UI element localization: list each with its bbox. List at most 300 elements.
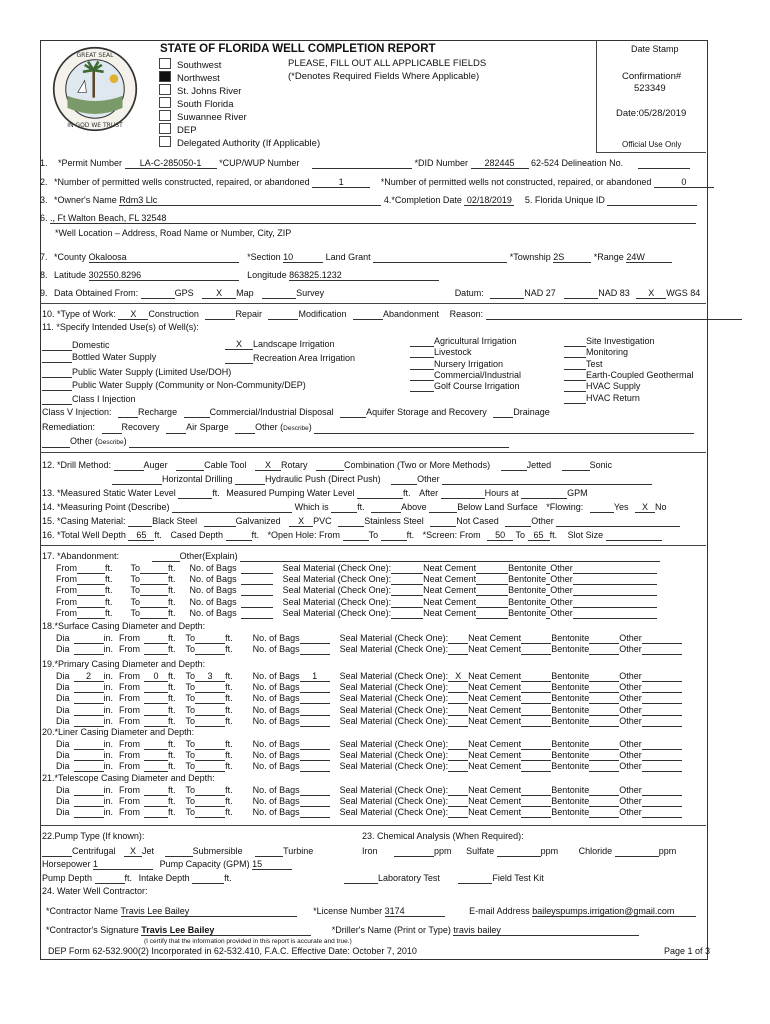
- use-check[interactable]: [42, 350, 72, 351]
- recovery-check[interactable]: [102, 433, 122, 434]
- abandonment-line: [56, 563, 657, 574]
- item-num: 3.: [40, 195, 48, 205]
- neat-label: Neat Cement: [468, 693, 522, 704]
- horizontal-drilling-check[interactable]: [112, 484, 162, 485]
- longitude-field[interactable]: 863825.1232: [289, 270, 439, 281]
- bags-field[interactable]: [300, 817, 330, 818]
- driller-name-field[interactable]: travis bailey: [453, 925, 639, 936]
- remediation-label: Remediation:: [42, 422, 96, 432]
- use-label: Class I Injection: [72, 394, 136, 404]
- district-checkbox[interactable]: [159, 97, 171, 108]
- gps-label: GPS: [174, 288, 194, 298]
- neat-label: Neat Cement: [423, 585, 477, 596]
- intake-depth-label: Intake Depth: [138, 873, 190, 883]
- bentonite-label: Bentonite: [551, 633, 590, 643]
- use-option: [225, 353, 355, 364]
- bags-field[interactable]: 1: [300, 671, 330, 682]
- describe-note: Describe: [98, 439, 124, 446]
- in-unit: in.: [103, 682, 114, 693]
- lab-test-check[interactable]: [344, 883, 378, 884]
- slot-size-field[interactable]: [606, 540, 662, 541]
- district-label: DEP: [177, 125, 197, 136]
- remediation-row: Remediation: Recovery Air Sparge Other (Describe): [42, 422, 694, 434]
- from-label: From: [119, 750, 141, 761]
- black-steel-check[interactable]: [128, 526, 152, 527]
- ft-unit: ft.: [357, 502, 365, 512]
- other-check[interactable]: [589, 771, 619, 772]
- other-label: Other: [619, 671, 642, 681]
- bentonite-label: Bentonite: [508, 574, 547, 585]
- casing-section-label: 19.*Primary Casing Diameter and Depth:: [42, 659, 206, 669]
- recharge-check[interactable]: [118, 417, 138, 418]
- water-level-row: [42, 488, 588, 499]
- bentonite-label: Bentonite: [551, 785, 590, 795]
- district-checkbox[interactable]: [159, 71, 171, 82]
- district-checkbox[interactable]: [159, 58, 171, 69]
- in-unit: in.: [103, 715, 114, 726]
- measuring-point-label: 14. *Measuring Point (Describe): [42, 502, 170, 512]
- bentonite-label: Bentonite: [551, 739, 590, 749]
- class-v-label: Class V Injection:: [42, 407, 112, 417]
- rotary-label: Rotary: [280, 460, 308, 470]
- sulfate-label: Sulfate: [466, 846, 495, 856]
- in-unit: in.: [103, 796, 114, 807]
- did-label: *DID Number: [414, 158, 468, 168]
- district-option: [159, 71, 220, 84]
- above-check[interactable]: [371, 512, 401, 513]
- turbine-check[interactable]: [255, 856, 283, 857]
- use-check[interactable]: [410, 391, 434, 392]
- seal-label: Seal Material (Check One):: [339, 644, 449, 655]
- centrifugal-check[interactable]: [42, 856, 72, 857]
- from-field[interactable]: [144, 817, 168, 818]
- latitude-label: Latitude: [54, 270, 87, 280]
- neat-label: Neat Cement: [468, 750, 522, 761]
- bags-field[interactable]: [300, 771, 330, 772]
- bags-field[interactable]: [300, 726, 330, 727]
- static-water-field[interactable]: [178, 498, 212, 499]
- static-water-label: 13. *Measured Static Water Level: [42, 488, 176, 498]
- other-field[interactable]: [642, 654, 682, 655]
- other-field[interactable]: [642, 817, 682, 818]
- completion-date-field[interactable]: 02/18/2019: [464, 195, 514, 206]
- chloride-field[interactable]: [615, 856, 659, 857]
- horsepower-field[interactable]: 1: [93, 859, 153, 870]
- neat-check[interactable]: [448, 817, 468, 818]
- from-field[interactable]: 0: [144, 671, 168, 682]
- other-use-field[interactable]: [129, 447, 509, 448]
- to-field[interactable]: 3: [195, 671, 225, 682]
- lab-test-label: Laboratory Test: [378, 873, 440, 883]
- repair-label: Repair: [235, 309, 262, 319]
- signature-label: *Contractor's Signature: [46, 925, 139, 935]
- ft-unit: ft.: [225, 693, 233, 704]
- township-field[interactable]: 2S: [553, 252, 591, 263]
- use-check[interactable]: [225, 363, 253, 364]
- neat-label: Neat Cement: [468, 671, 522, 681]
- use-label: Test: [586, 358, 603, 369]
- other-label: Other: [619, 644, 642, 655]
- air-sparge-check[interactable]: [166, 433, 186, 434]
- delineation-field[interactable]: [638, 168, 690, 169]
- casing-material-row: [42, 516, 680, 527]
- neat-label: Neat Cement: [423, 574, 477, 585]
- which-is-field[interactable]: [331, 512, 357, 513]
- casing-material-label: 15. *Casing Material:: [42, 516, 126, 526]
- use-check[interactable]: X: [225, 339, 253, 350]
- combination-check[interactable]: [316, 470, 344, 471]
- iron-field[interactable]: [394, 856, 434, 857]
- no-check[interactable]: X: [635, 502, 655, 513]
- bentonite-label: Bentonite: [551, 644, 590, 655]
- hydraulic-push-check[interactable]: [235, 484, 265, 485]
- abandonment-check[interactable]: [353, 319, 383, 320]
- neat-label: Neat Cement: [468, 739, 522, 749]
- bentonite-label: Bentonite: [508, 596, 547, 607]
- section-divider: [40, 452, 706, 453]
- neat-check[interactable]: [391, 618, 423, 619]
- modification-check[interactable]: [268, 319, 298, 320]
- other-field[interactable]: [573, 618, 657, 619]
- open-to-field[interactable]: [381, 540, 407, 541]
- from-field[interactable]: [144, 654, 168, 655]
- use-check[interactable]: [42, 390, 72, 391]
- use-option: [564, 381, 640, 392]
- remed-other-check[interactable]: [235, 433, 255, 434]
- other-label: Other: [619, 750, 642, 761]
- dia-label: Dia: [56, 671, 70, 681]
- bentonite-label: Bentonite: [551, 693, 590, 704]
- to-label: To: [185, 785, 196, 795]
- bags-label: No. of Bags: [252, 761, 300, 772]
- casing-section-label: 20.*Liner Casing Diameter and Depth:: [42, 727, 195, 737]
- permit-number-field[interactable]: LA-C-285050-1: [125, 158, 217, 169]
- contractor-name-label: *Contractor Name: [46, 906, 119, 916]
- neat-check[interactable]: [448, 726, 468, 727]
- hours-field[interactable]: [441, 498, 485, 499]
- longitude-label: Longitude: [247, 270, 287, 280]
- use-option: [564, 347, 628, 358]
- to-field[interactable]: [195, 817, 225, 818]
- casing-section-label: 18.*Surface Casing Diameter and Depth:: [42, 621, 206, 631]
- ft-unit: ft.: [168, 796, 176, 807]
- other-check[interactable]: [589, 817, 619, 818]
- to-label: To: [130, 585, 141, 596]
- ft-unit: ft.: [105, 563, 113, 573]
- survey-check[interactable]: [262, 298, 296, 299]
- gps-check[interactable]: [141, 298, 175, 299]
- instructions-line-2: (*Denotes Required Fields Where Applicable): [288, 71, 480, 82]
- from-field[interactable]: [77, 618, 105, 619]
- to-label: To: [185, 704, 196, 715]
- neat-label: Neat Cement: [423, 596, 477, 607]
- bentonite-check[interactable]: [521, 771, 551, 772]
- other-check[interactable]: [589, 654, 619, 655]
- use-label: Monitoring: [586, 347, 629, 358]
- abandonment-row: [42, 551, 660, 562]
- bentonite-check[interactable]: [521, 817, 551, 818]
- rotary-check[interactable]: X: [255, 460, 281, 471]
- county-field[interactable]: Okaloosa: [89, 252, 239, 263]
- to-field[interactable]: [195, 654, 225, 655]
- seal-label: Seal Material (Check One):: [282, 585, 392, 596]
- yes-check[interactable]: [590, 512, 614, 513]
- auger-label: Auger: [143, 460, 168, 470]
- jetted-label: Jetted: [526, 460, 552, 470]
- abandon-other-check[interactable]: [152, 561, 180, 562]
- bags-label: No. of Bags: [252, 785, 300, 795]
- casing-other-label: Other: [531, 516, 554, 526]
- construction-check[interactable]: X: [118, 309, 148, 320]
- from-label: From: [56, 596, 77, 607]
- bentonite-check[interactable]: [521, 726, 551, 727]
- nad27-check[interactable]: [490, 298, 524, 299]
- other-field[interactable]: [642, 726, 682, 727]
- ft-unit: ft.: [225, 704, 233, 715]
- open-from-field[interactable]: [343, 540, 369, 541]
- measuring-point-row: [42, 502, 667, 513]
- district-checkbox[interactable]: [159, 84, 171, 95]
- dia-field[interactable]: [74, 654, 104, 655]
- neat-check[interactable]: X: [448, 671, 468, 682]
- use-label: Bottled Water Supply: [72, 352, 157, 362]
- ft-unit: ft.: [225, 739, 233, 749]
- intake-depth-field[interactable]: [192, 883, 224, 884]
- sulfate-field[interactable]: [497, 856, 541, 857]
- pump-depth-field[interactable]: [95, 883, 125, 884]
- range-field[interactable]: 24W: [626, 252, 672, 263]
- email-field[interactable]: baileyspumps.irrigation@gmail.com: [532, 906, 696, 917]
- latitude-field[interactable]: 302550.8296: [89, 270, 239, 281]
- bentonite-check[interactable]: [521, 654, 551, 655]
- use-label: Domestic: [72, 340, 110, 350]
- to-field[interactable]: [195, 726, 225, 727]
- drill-other-field[interactable]: [442, 484, 652, 485]
- other-label: Other: [619, 785, 642, 795]
- ft-unit: ft.: [168, 644, 176, 655]
- certify-note: (I certify that the information provided in this report is accurate and true.): [144, 938, 352, 945]
- pump-capacity-field[interactable]: 15: [252, 859, 292, 870]
- section-field[interactable]: 10: [283, 252, 323, 263]
- district-checkbox[interactable]: [159, 136, 171, 147]
- casing-line: [56, 693, 682, 704]
- abandonment-line: [56, 608, 657, 619]
- cable-tool-check[interactable]: [176, 470, 204, 471]
- ft-unit: ft.: [168, 715, 176, 726]
- bentonite-label: Bentonite: [508, 607, 547, 618]
- official-use-line: [596, 152, 706, 153]
- bags-label: No. of Bags: [252, 704, 300, 715]
- ft-unit: ft.: [251, 530, 260, 540]
- drill-other-check[interactable]: [391, 484, 417, 485]
- other-label: Other: [550, 607, 573, 618]
- ft-unit: ft.: [225, 750, 233, 761]
- casing-other-field[interactable]: [556, 526, 680, 527]
- row-2: [40, 177, 714, 188]
- section-divider: [40, 303, 706, 304]
- use-check[interactable]: [42, 377, 72, 378]
- pvc-check[interactable]: X: [289, 516, 313, 527]
- gpm-label: GPM: [567, 488, 588, 498]
- to-label: To: [185, 693, 196, 704]
- bentonite-label: Bentonite: [508, 563, 547, 573]
- use-option: [42, 340, 110, 351]
- galvanized-check[interactable]: [204, 526, 236, 527]
- field-test-label: Field Test Kit: [492, 873, 544, 883]
- seal-label: Seal Material (Check One):: [339, 682, 449, 693]
- ft-unit: ft.: [224, 873, 232, 883]
- land-grant-field[interactable]: [373, 262, 507, 263]
- neat-check[interactable]: [448, 654, 468, 655]
- in-unit: in.: [103, 693, 114, 704]
- ft-unit: ft.: [168, 807, 176, 818]
- remed-other-field[interactable]: [314, 433, 694, 434]
- abandon-other-field[interactable]: [240, 561, 660, 562]
- sonic-label: Sonic: [589, 460, 613, 470]
- casing-section-label: 21.*Telescope Casing Diameter and Depth:: [42, 773, 215, 783]
- dia-label: Dia: [56, 633, 70, 643]
- bags-field[interactable]: [300, 654, 330, 655]
- bentonite-check[interactable]: [476, 618, 508, 619]
- not-cased-check[interactable]: [430, 526, 456, 527]
- other-label: Other: [619, 761, 642, 772]
- drainage-check[interactable]: [493, 417, 513, 418]
- neat-check[interactable]: [448, 771, 468, 772]
- to-label: To: [130, 574, 141, 585]
- contractor-row: [46, 906, 696, 917]
- did-number-field[interactable]: 282445: [471, 158, 529, 169]
- other-check[interactable]: [589, 726, 619, 727]
- other-use-check[interactable]: [42, 447, 70, 448]
- type-of-work-label: 10. *Type of Work:: [42, 309, 116, 319]
- field-test-check[interactable]: [458, 883, 492, 884]
- auger-check[interactable]: [114, 470, 144, 471]
- form-footer: DEP Form 62-532.900(2) Incorporated in 62-532.410, F.A.C. Effective Date: October 7, 2010: [48, 946, 417, 956]
- dia-field[interactable]: [74, 817, 104, 818]
- pumping-water-field[interactable]: [357, 498, 403, 499]
- wells-constructed-field[interactable]: 1: [312, 177, 370, 188]
- abandonment-line: [56, 585, 657, 596]
- other-label: Other: [619, 807, 642, 818]
- neat-label: Neat Cement: [468, 682, 522, 693]
- cable-tool-label: Cable Tool: [204, 460, 247, 470]
- jetted-check[interactable]: [501, 470, 527, 471]
- bags-label: No. of Bags: [252, 633, 300, 643]
- bags-label: No. of Bags: [252, 750, 300, 761]
- to-label: To: [185, 715, 196, 726]
- use-option: [410, 347, 472, 358]
- completion-date-label: 4.*Completion Date: [383, 195, 462, 205]
- use-option: [564, 393, 640, 404]
- seal-label: Seal Material (Check One):: [339, 633, 449, 643]
- contractor-section-label: 24. Water Well Contractor:: [42, 886, 148, 896]
- wells-not-constructed-field[interactable]: 0: [654, 177, 714, 188]
- drill-method-row: [42, 460, 612, 471]
- chloride-label: Chloride: [578, 846, 613, 856]
- repair-check[interactable]: [205, 319, 235, 320]
- below-check[interactable]: [429, 512, 457, 513]
- from-label: From: [119, 761, 141, 772]
- district-checkbox[interactable]: [159, 110, 171, 121]
- cased-depth-field[interactable]: [226, 540, 252, 541]
- use-option: [564, 370, 694, 381]
- bags-label: No. of Bags: [252, 796, 300, 807]
- screen-to-field[interactable]: 65: [528, 530, 550, 541]
- bags-label: No. of Bags: [252, 682, 300, 693]
- cup-number-field[interactable]: [312, 168, 412, 169]
- nad83-check[interactable]: [564, 298, 598, 299]
- hours-label: Hours at: [484, 488, 519, 498]
- signature-row: [46, 925, 639, 936]
- screen-from-field[interactable]: 50: [487, 530, 513, 541]
- construction-label: Construction: [148, 309, 199, 319]
- other-label: Other: [550, 585, 573, 596]
- florida-seal-icon: [52, 46, 138, 132]
- bags-label: No. of Bags: [252, 715, 300, 726]
- turbine-label: Turbine: [283, 846, 314, 856]
- screen-label: *Screen: From: [422, 530, 481, 540]
- casing-line: [56, 644, 682, 655]
- well-location-field[interactable]: ., Ft Walton Beach, FL 32548: [50, 213, 696, 224]
- sonic-check[interactable]: [562, 470, 590, 471]
- ft-unit: ft.: [168, 785, 176, 795]
- seal-label: Seal Material (Check One):: [339, 739, 449, 749]
- casing-line: [56, 807, 682, 818]
- signature-field[interactable]: Travis Lee Bailey: [141, 925, 311, 936]
- district-checkbox[interactable]: [159, 123, 171, 134]
- submersible-check[interactable]: [165, 856, 193, 857]
- pump-capacity-label: Pump Capacity (GPM): [159, 859, 250, 869]
- delineation-label: 62-524 Delineation No.: [531, 158, 624, 168]
- after-label: After: [419, 488, 439, 498]
- seal-label: Seal Material (Check One):: [339, 807, 449, 818]
- use-check[interactable]: [564, 403, 586, 404]
- aquifer-storage-check[interactable]: [340, 417, 366, 418]
- wgs84-check[interactable]: X: [636, 288, 666, 299]
- other-field[interactable]: [642, 771, 682, 772]
- seal-label: Seal Material (Check One):: [282, 607, 392, 618]
- to-field[interactable]: [140, 618, 168, 619]
- use-check[interactable]: [42, 404, 72, 405]
- jet-check[interactable]: X: [124, 846, 142, 857]
- to-label: To: [185, 739, 196, 749]
- casing-line: [56, 705, 682, 716]
- ft-unit: ft.: [225, 761, 233, 772]
- owner-name-field[interactable]: Rdm3 Llc: [119, 195, 381, 206]
- gpm-field[interactable]: [521, 498, 567, 499]
- bags-field[interactable]: [241, 618, 273, 619]
- casing-other-check[interactable]: [505, 526, 531, 527]
- use-check[interactable]: [42, 362, 72, 363]
- to-label: To: [130, 596, 141, 607]
- measuring-point-field[interactable]: [172, 512, 292, 513]
- row-6: [40, 213, 696, 224]
- dia-field[interactable]: 2: [74, 671, 104, 682]
- stainless-check[interactable]: [338, 526, 364, 527]
- use-option: [42, 367, 231, 378]
- total-depth-field[interactable]: 65: [128, 530, 154, 541]
- pvc-label: PVC: [313, 516, 332, 526]
- unique-id-field[interactable]: [607, 205, 697, 206]
- neat-label: Neat Cement: [468, 761, 522, 772]
- reason-field[interactable]: [486, 319, 742, 320]
- license-field[interactable]: 3174: [385, 906, 445, 917]
- contractor-name-field[interactable]: Travis Lee Bailey: [121, 906, 297, 917]
- disposal-check[interactable]: [184, 417, 210, 418]
- bags-label: No. of Bags: [252, 644, 300, 655]
- driller-name-label: *Driller's Name (Print or Type): [331, 925, 451, 935]
- map-check[interactable]: X: [202, 288, 236, 299]
